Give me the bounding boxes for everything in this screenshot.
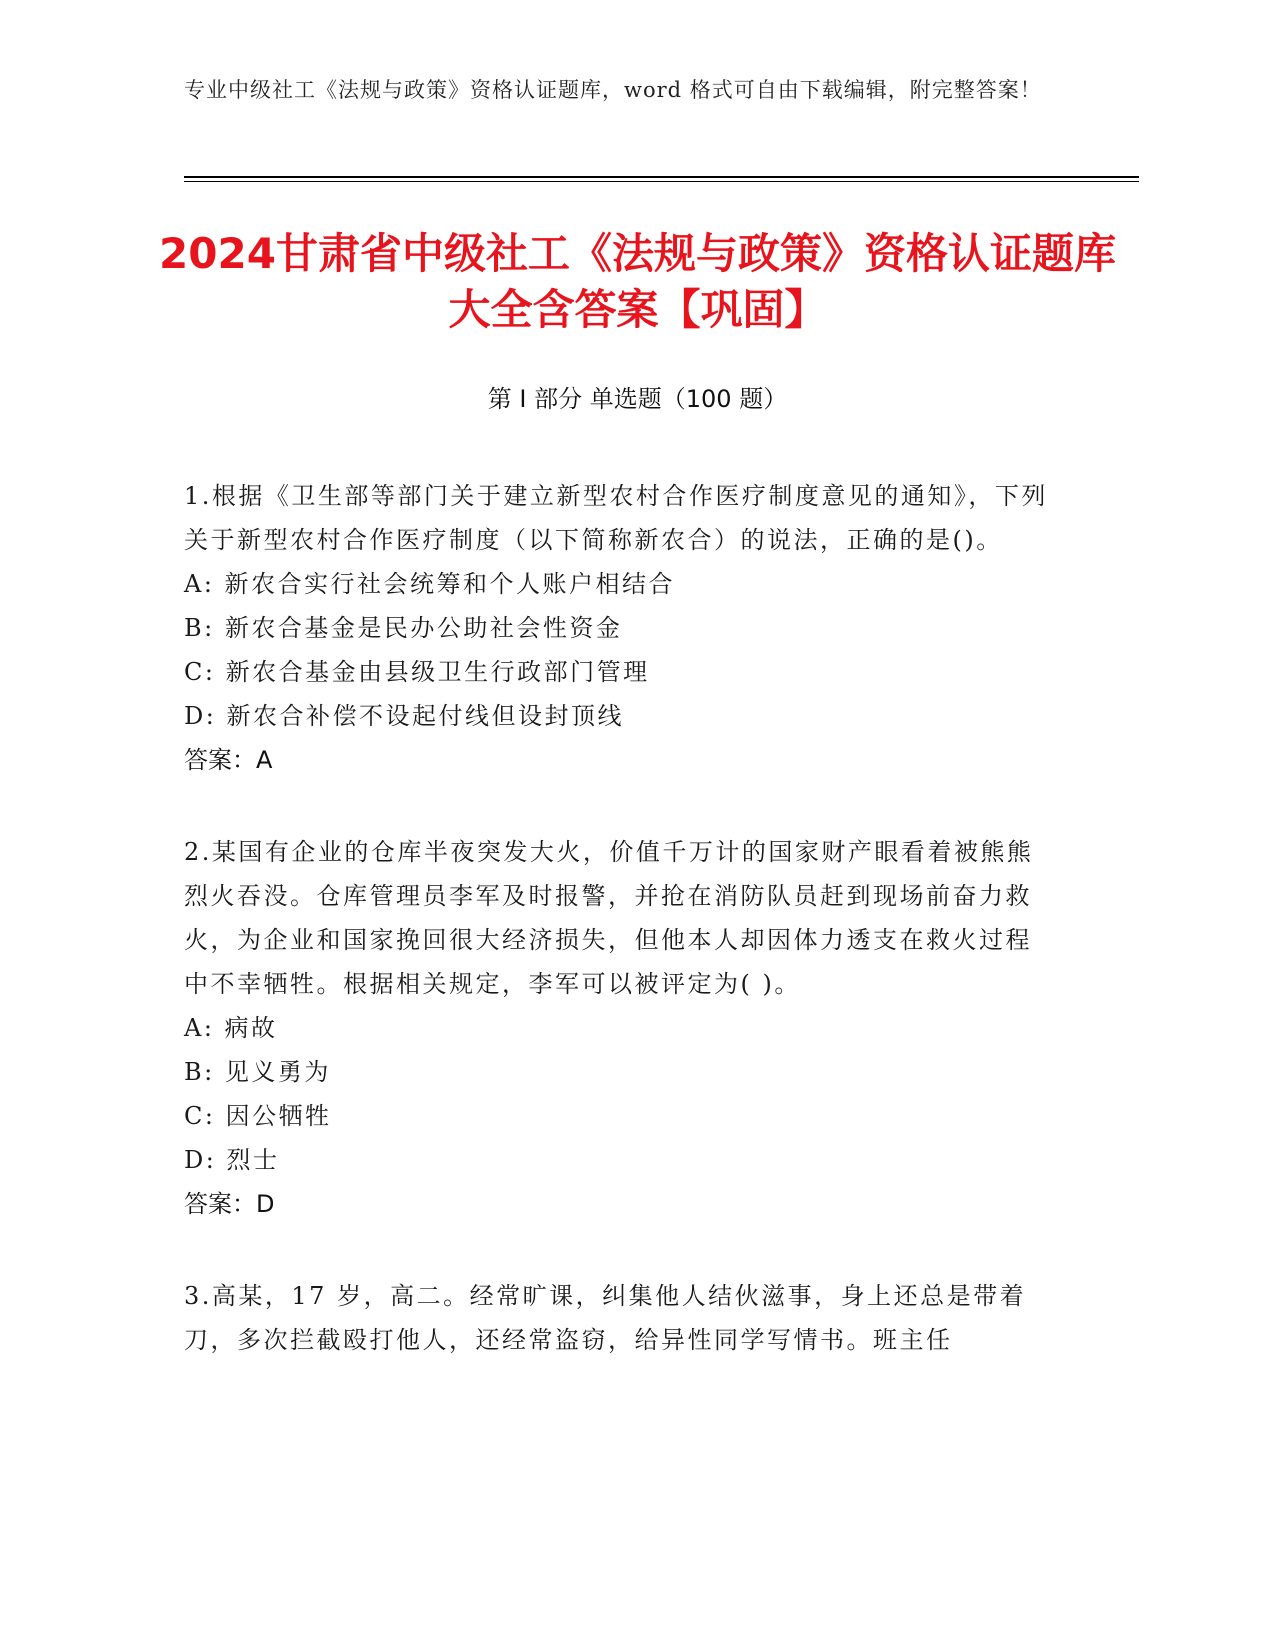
question-2: [184, 830, 1054, 1226]
answer: 答案：D: [184, 1190, 275, 1218]
question-1: [184, 474, 1054, 782]
header-note: 专业中级社工《法规与政策》资格认证题库，word 格式可自由下载编辑，附完整答案！: [184, 78, 1042, 102]
option-c: C: 新农合基金由县级卫生行政部门管理: [184, 658, 650, 686]
question-3: [184, 1274, 1054, 1362]
document-title: 2024甘肃省中级社工《法规与政策》资格认证题库大全含答案【巩固】: [159, 229, 1116, 334]
option-d: D: 烈士: [184, 1146, 280, 1174]
section-title: 第 I 部分 单选题（100 题）: [487, 385, 788, 413]
option-b: B: 见义勇为: [184, 1058, 331, 1086]
option-d: D: 新农合补偿不设起付线但设封顶线: [184, 702, 624, 730]
option-b: B: 新农合基金是民办公助社会性资金: [184, 614, 623, 642]
option-a: A: 病故: [184, 1014, 278, 1042]
question-stem: 3.高某，17 岁，高二。经常旷课，纠集他人结伙滋事，身上还总是带着刀，多次拦截殴打他人，还经常盗窃，给异性同学写情书。班主任: [184, 1282, 1027, 1354]
question-stem: 1.根据《卫生部等部门关于建立新型农村合作医疗制度意见的通知》，下列关于新型农村合作医疗制度（以下简称新农合）的说法，正确的是()。: [184, 482, 1048, 554]
question-list: [184, 474, 1054, 1410]
header-divider-thick: [184, 176, 1139, 178]
option-a: A: 新农合实行社会统筹和个人账户相结合: [184, 570, 676, 598]
option-c: C: 因公牺牲: [184, 1102, 332, 1130]
answer: 答案：A: [184, 746, 273, 774]
header-divider-thin: [184, 181, 1139, 182]
question-stem: 2.某国有企业的仓库半夜突发大火，价值千万计的国家财产眼看着被熊熊烈火吞没。仓库管理员李军及时报警，并抢在消防队员赶到现场前奋力救火，为企业和国家挽回很大经济损失，但他本人却因体力透支在救火过程中不幸牺牲。根据相关规定，李军可以被评定为( )。: [184, 838, 1034, 998]
